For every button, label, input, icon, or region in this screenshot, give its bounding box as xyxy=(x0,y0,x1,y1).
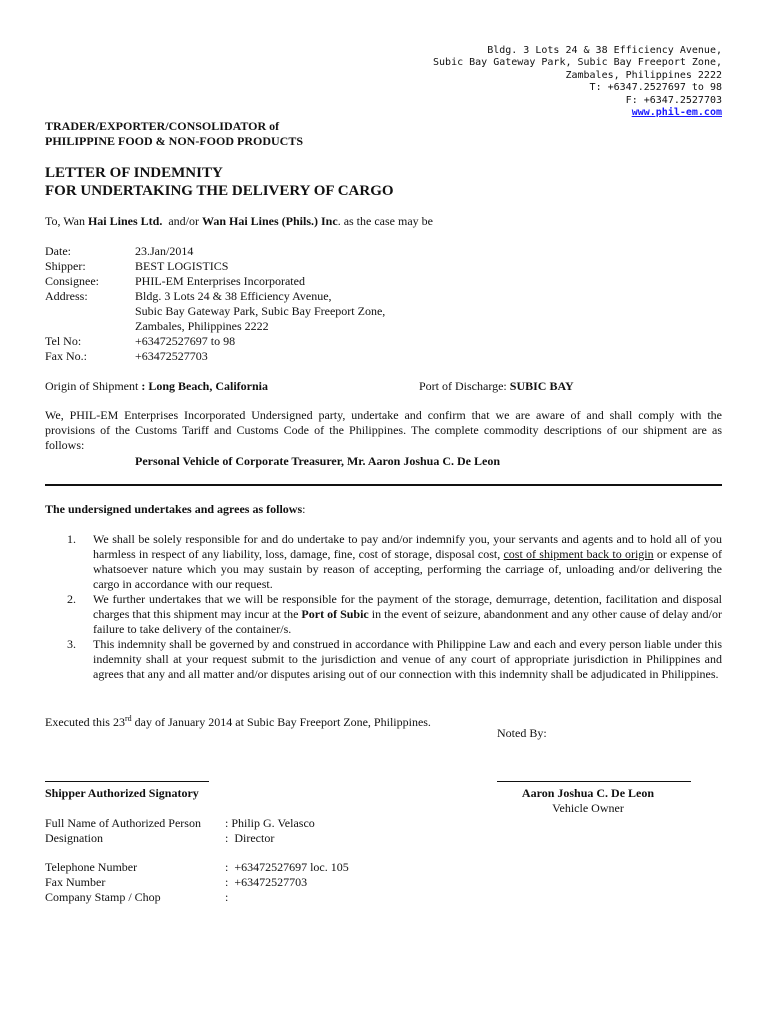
clause-2 xyxy=(45,592,722,637)
discharge-value: SUBIC BAY xyxy=(509,379,574,393)
consignee-value: PHIL-EM Enterprises Incorporated xyxy=(135,274,305,288)
telephone-label: Telephone Number xyxy=(45,860,138,874)
date-value: 23.Jan/2014 xyxy=(135,244,194,258)
clauses-list xyxy=(45,532,722,682)
consignee-row xyxy=(45,274,385,289)
clause-1-underlined: cost of shipment back to origin xyxy=(503,547,654,561)
fax-value: +63472527703 xyxy=(135,349,208,363)
address-label: Address: xyxy=(45,289,88,303)
vehicle-owner-signature xyxy=(497,786,679,816)
shipper-label: Shipper: xyxy=(45,259,86,273)
clause-2-text-a: We further undertakes that we will be responsible for the payment of the storage, demurrage, detention, facilitation and disposal charges that this shipment may incur at the xyxy=(93,592,722,621)
address-indent xyxy=(45,304,135,319)
discharge-label: Port of Discharge: xyxy=(419,379,510,393)
company-line-1: TRADER/EXPORTER/CONSOLIDATOR of xyxy=(45,119,280,133)
horizontal-divider xyxy=(45,484,722,486)
website-link[interactable]: www.phil-em.com xyxy=(631,107,722,119)
designation-label: Designation xyxy=(45,831,103,845)
recipient-connector: and/or xyxy=(162,214,202,228)
executed-ordinal: rd xyxy=(124,714,132,723)
shipper-row xyxy=(45,259,385,274)
address-row xyxy=(45,289,385,304)
address-line: Zambales, Philippines 2222 xyxy=(565,69,722,81)
undertakes-heading-text: The undersigned undertakes and agrees as follows xyxy=(45,502,303,516)
address-indent xyxy=(45,319,135,334)
address-row-2 xyxy=(45,304,385,319)
declaration-paragraph: We, PHIL-EM Enterprises Incorporated Undersigned party, undertake and confirm that we are aware of and shall comply with the provisions of the Customs Tariff and Customs Code of the Philippines. The complete commodity descriptions of our shipment are as follows: xyxy=(45,408,722,452)
fax-row xyxy=(45,349,385,364)
port-of-discharge xyxy=(419,379,574,394)
tel-value: +63472527697 to 98 xyxy=(135,334,236,348)
telephone-value: : +63472527697 loc. 105 xyxy=(225,860,349,874)
origin-value: : Long Beach, California xyxy=(141,379,268,393)
shipper-value: BEST LOGISTICS xyxy=(135,259,229,273)
title-line-1: LETTER OF INDEMNITY xyxy=(45,165,223,181)
recipient-suffix: . as the case may be xyxy=(337,214,433,228)
address-value: Zambales, Philippines 2222 xyxy=(135,319,269,333)
executed-suffix: day of January 2014 at Subic Bay Freeport Zone, Philippines. xyxy=(131,715,431,729)
full-name-value: : Philip G. Velasco xyxy=(225,816,315,830)
shipper-signatory-label: Shipper Authorized Signatory xyxy=(45,786,199,800)
recipient-prefix: To, Wan xyxy=(45,214,88,228)
clause-text xyxy=(93,532,722,592)
address-row-3 xyxy=(45,319,385,334)
undertakes-heading xyxy=(45,502,306,517)
company-stamp-row xyxy=(45,890,349,905)
company-line-2: PHILIPPINE FOOD & NON-FOOD PRODUCTS xyxy=(45,134,303,148)
designation-row xyxy=(45,831,315,846)
origin-line xyxy=(45,379,722,394)
clause-number: 3. xyxy=(67,637,76,651)
clause-number: 2. xyxy=(67,592,76,606)
clause-text xyxy=(93,592,722,637)
telephone-line: T: +6347.2527697 to 98 xyxy=(589,82,722,94)
address-line: Subic Bay Gateway Park, Subic Bay Freeport Zone, xyxy=(433,57,722,69)
owner-name: Aaron Joshua C. De Leon xyxy=(521,786,655,800)
header-address xyxy=(433,45,722,119)
full-name-row xyxy=(45,816,315,831)
signature-line-left xyxy=(45,781,209,782)
recipient-name-1: Hai Lines Ltd. xyxy=(87,214,163,228)
consignee-label: Consignee: xyxy=(45,274,99,288)
fax-label: Fax No.: xyxy=(45,349,87,363)
executed-prefix: Executed this 23 xyxy=(45,715,125,729)
telephone-row xyxy=(45,860,349,875)
clause-1-text-a: We shall be solely responsible for and do undertake to pay and/or indemnify you, your servants and agents and to hold all of you harmless in respect of any liability, loss, damage, fine, cost of storage, disposal cost, xyxy=(93,532,722,561)
signatory-details xyxy=(45,816,315,846)
origin-label: Origin of Shipment xyxy=(45,379,139,393)
tel-row xyxy=(45,334,385,349)
clause-1 xyxy=(45,532,722,592)
company-stamp-label: Company Stamp / Chop xyxy=(45,890,161,904)
clause-3 xyxy=(45,637,722,682)
undertakes-colon: : xyxy=(302,502,306,516)
tel-label: Tel No: xyxy=(45,334,82,348)
clause-number: 1. xyxy=(67,532,76,546)
commodity-description: Personal Vehicle of Corporate Treasurer, Mr. Aaron Joshua C. De Leon xyxy=(135,454,500,468)
clause-1-text-b: or expense of whatsoever nature which you may sustain by reason of accepting, performing the carriage of, unloading and/or delivering the cargo in accordance with our request. xyxy=(93,547,722,591)
title-line-2: FOR UNDERTAKING THE DELIVERY OF CARGO xyxy=(45,183,394,199)
recipient-line xyxy=(45,214,433,229)
fax-number-value: : +63472527703 xyxy=(225,875,308,889)
address-line: Bldg. 3 Lots 24 & 38 Efficiency Avenue, xyxy=(487,45,722,56)
date-row xyxy=(45,244,385,259)
clause-2-text-b: in the event of seizure, abandonment and any other cause of delay and/or failure to take delivery of the container/s. xyxy=(93,607,722,636)
recipient-name-2: Wan Hai Lines (Phils.) Inc xyxy=(201,214,338,228)
address-value: Subic Bay Gateway Park, Subic Bay Freeport Zone, xyxy=(135,304,386,318)
fax-number-label: Fax Number xyxy=(45,875,106,889)
address-value: Bldg. 3 Lots 24 & 38 Efficiency Avenue, xyxy=(135,289,332,303)
clause-2-bold: Port of Subic xyxy=(301,607,369,621)
designation-value: : Director xyxy=(225,831,275,845)
execution-statement xyxy=(45,711,431,730)
date-label: Date: xyxy=(45,244,71,258)
document-title xyxy=(45,164,394,200)
company-stamp-value: : xyxy=(225,890,229,904)
noted-by-label: Noted By: xyxy=(497,726,547,740)
fax-number-row xyxy=(45,875,349,890)
clause-text: This indemnity shall be governed by and construed in accordance with Philippine Law and each and every person liable under this indemnity shall at your request submit to the jurisdiction and venue of any court of appropriate jurisdiction in Philippines and agrees that any and all matter and/or disputes arising out of our connection with this indemnity shall be adjudicated in Philippines. xyxy=(93,637,722,681)
shipment-fields xyxy=(45,244,385,364)
company-description xyxy=(45,119,303,149)
signature-line-right xyxy=(497,781,691,782)
owner-role: Vehicle Owner xyxy=(552,801,624,815)
signatory-contact xyxy=(45,860,349,905)
fax-line: F: +6347.2527703 xyxy=(625,94,722,106)
full-name-label: Full Name of Authorized Person xyxy=(45,816,201,830)
